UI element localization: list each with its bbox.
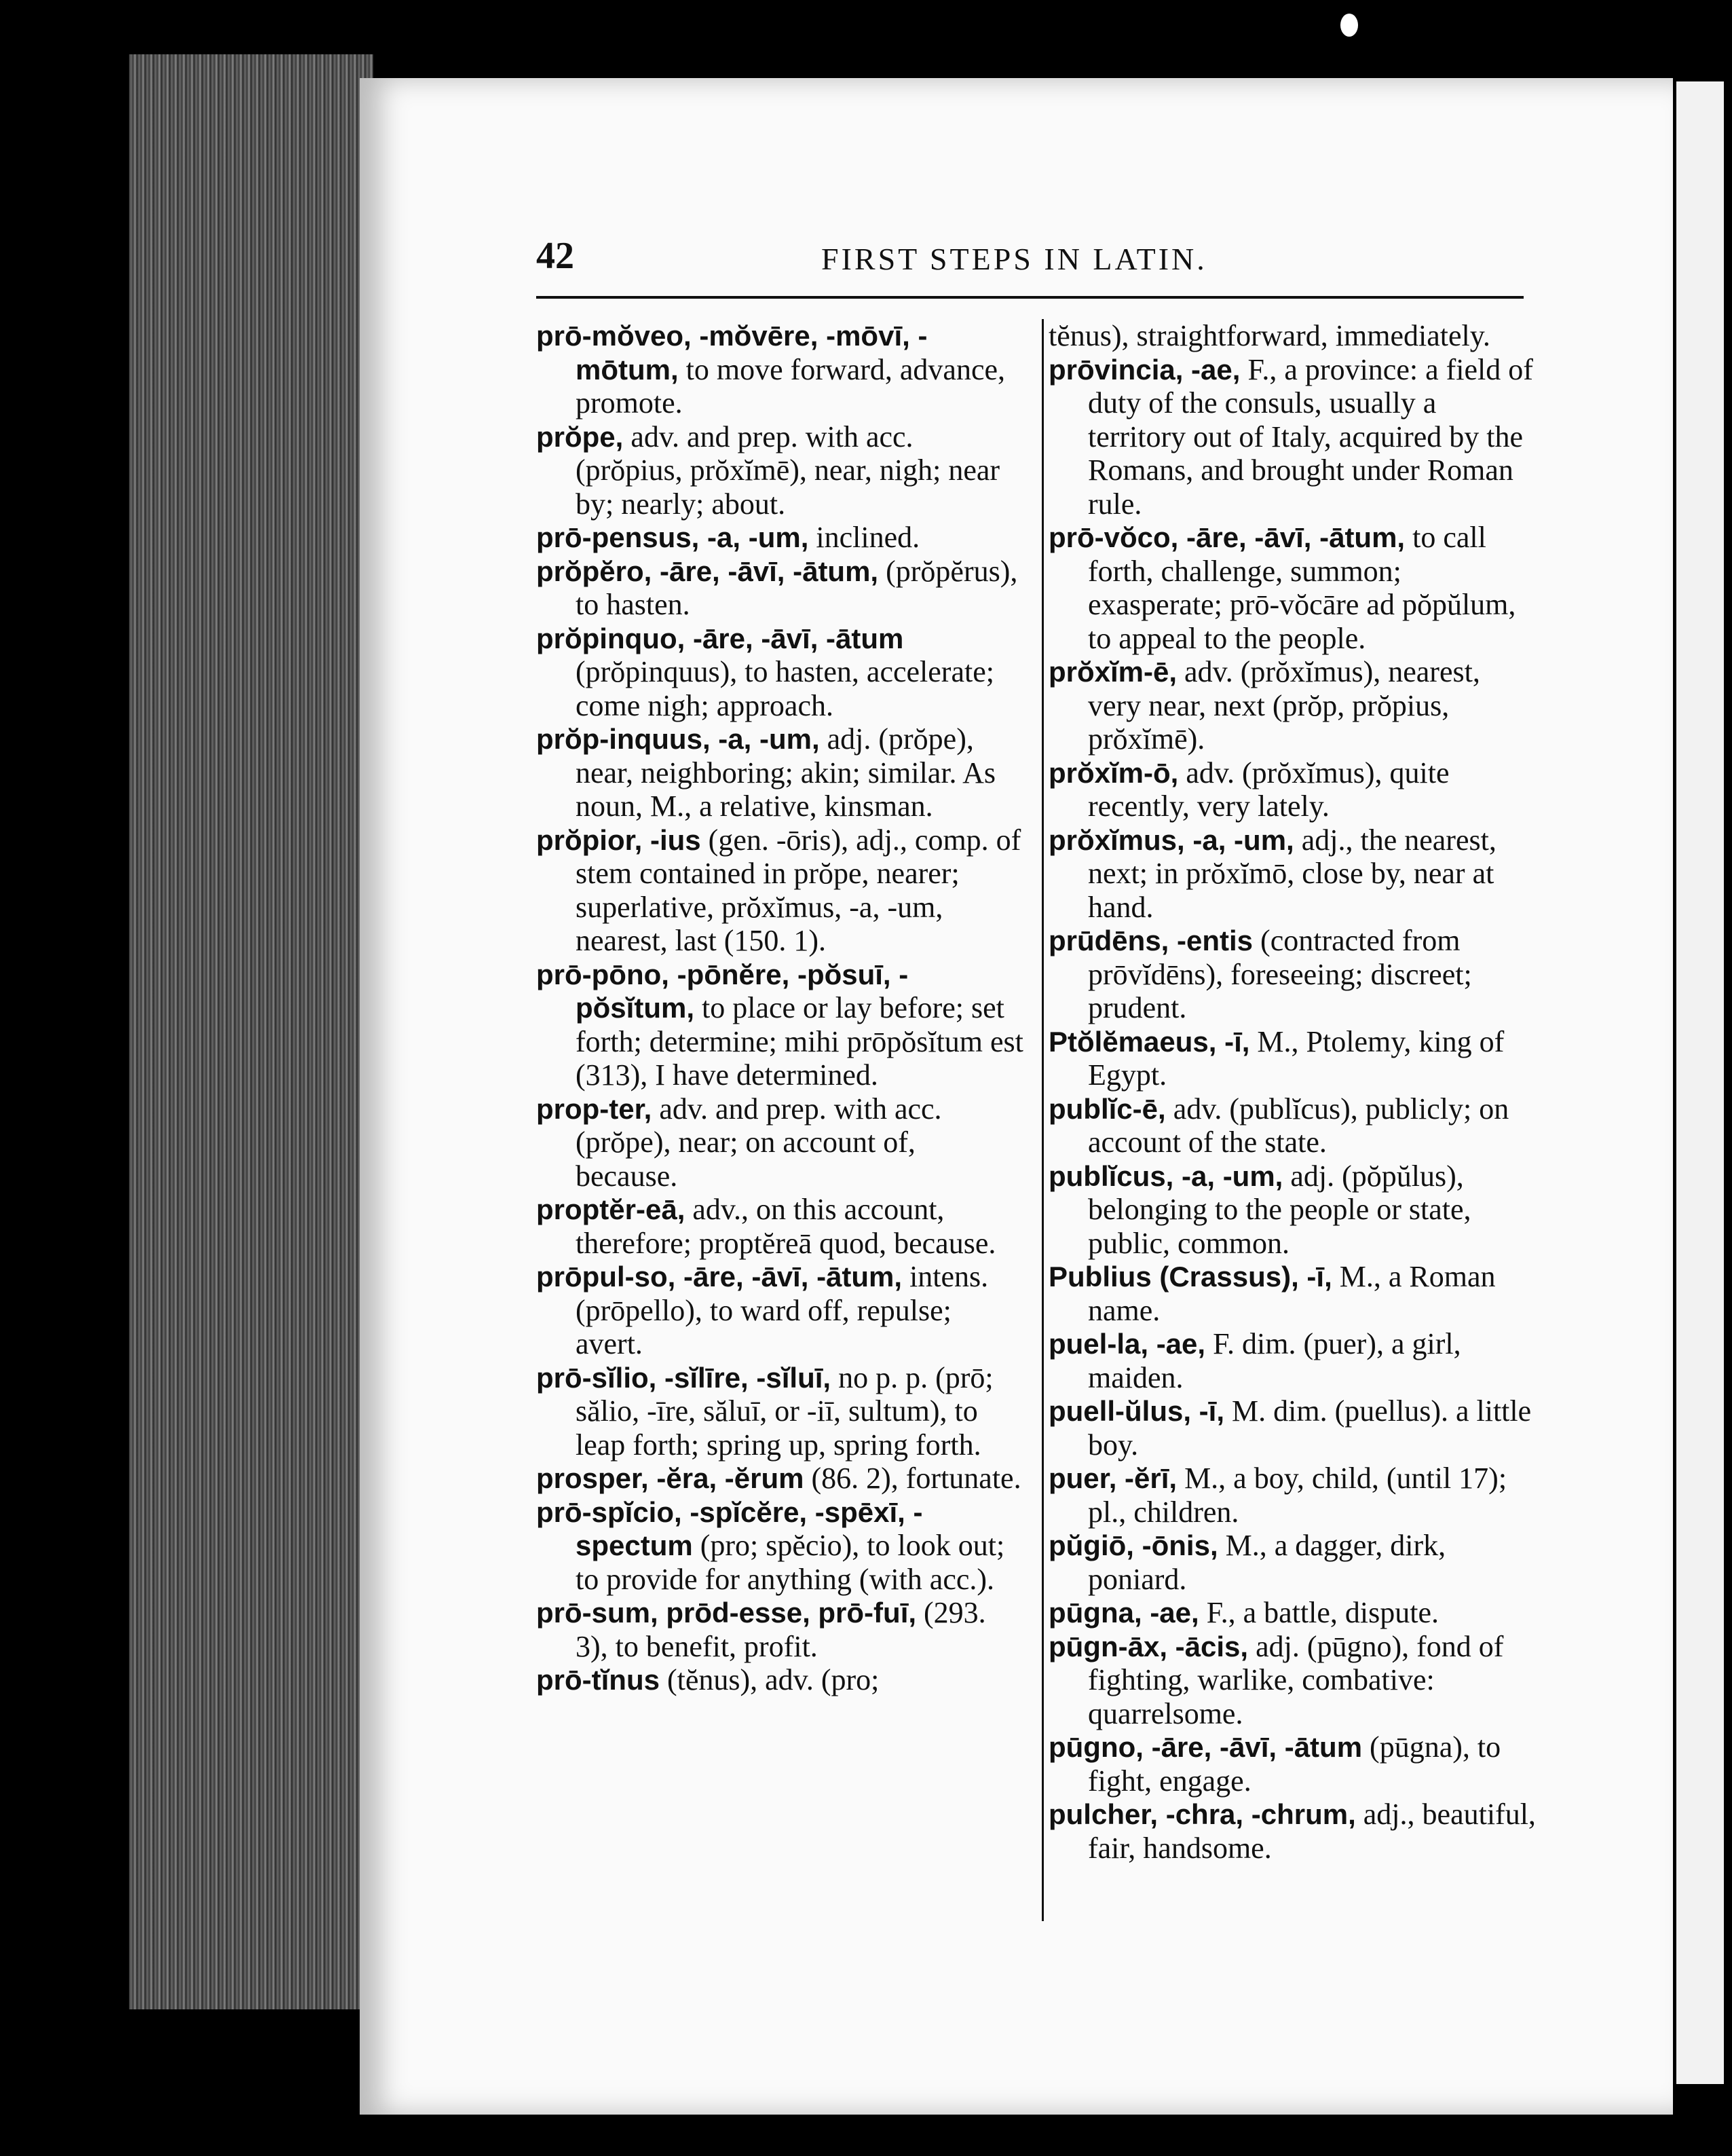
entry: prōpul-so, -āre, -āvī, -ātum, intens. (prōpello), to ward off, repulse; avert. — [536, 1260, 989, 1360]
entry: prŏxĭm-ō, adv. (prŏxĭmus), quite recently, very lately. — [1049, 756, 1450, 823]
right-column — [1049, 319, 1537, 1865]
entry: Publius (Crassus), -ī, M., a Roman name. — [1049, 1260, 1496, 1327]
entry: prō-vŏco, -āre, -āvī, -ātum, to call forth, challenge, summon; exasperate; prō-vŏcāre ad pŏpŭlum, to appeal to the people. — [1049, 521, 1516, 655]
header-rule — [536, 296, 1524, 299]
entry: prŏxĭm-ē, adv. (prŏxĭmus), nearest, very near, next (prŏp, prŏpius, prŏxĭmē). — [1049, 655, 1480, 756]
entry: Ptŏlĕmaeus, -ī, M., Ptolemy, king of Egypt. — [1049, 1024, 1505, 1092]
entry: pulcher, -chra, -chrum, adj., beautiful, fair, handsome. — [1049, 1798, 1536, 1865]
entry: proptĕr-eā, adv., on this account, therefore; proptĕreā quod, because. — [536, 1193, 996, 1260]
entry: prō-tĭnus (tĕnus), adv. (pro; — [536, 1663, 880, 1696]
page-header — [536, 234, 1486, 282]
entry: prosper, -ĕra, -ĕrum (86. 2), fortunate. — [536, 1462, 1021, 1495]
entry: prŏp-inquus, -a, -um, adj. (prŏpe), near, neighboring; akin; similar. As noun, M., a relative, kinsman. — [536, 722, 996, 823]
entry: tĕnus), straightforward, immediately. — [1049, 319, 1490, 352]
entry: prō-pōno, -pōnĕre, -pŏsuī, -pŏsĭtum, to place or lay before; set forth; determine; mihi prōpŏsĭtum est (313), I have determined. — [536, 958, 1023, 1092]
left-column — [536, 319, 1025, 1697]
entry: prō-pensus, -a, -um, inclined. — [536, 521, 920, 554]
column-divider — [1042, 319, 1044, 1921]
running-head: FIRST STEPS IN LATIN. — [821, 242, 1207, 276]
entry: pūgna, -ae, F., a battle, dispute. — [1049, 1596, 1439, 1629]
entry: prō-spĭcio, -spĭcĕre, -spēxī, -spectum (pro; spĕcio), to look out; to provide for anything (with acc.). — [536, 1495, 1005, 1596]
entry: prō-sĭlio, -sĭlīre, -sĭluī, no p. p. (prō; sălio, -īre, săluī, or -iī, sultum), to leap forth; spring up, spring forth. — [536, 1360, 994, 1462]
entry: puel-la, -ae, F. dim. (puer), a girl, maiden. — [1049, 1327, 1461, 1394]
book-page-edges — [129, 54, 373, 2009]
facing-page-edge — [1676, 81, 1724, 2084]
entry: prō-mŏveo, -mŏvēre, -mōvī, -mōtum, to move forward, advance, promote. — [536, 320, 1006, 420]
entry: prō-sum, prōd-esse, prō-fuī, (293. 3), to benefit, profit. — [536, 1596, 986, 1663]
scan-speck — [1340, 14, 1358, 37]
entry: prōvincia, -ae, F., a province: a field of duty of the consuls, usually a territory out of Italy, acquired by the Romans, and brought under Roman rule. — [1049, 352, 1533, 521]
entry: pūgn-āx, -ācis, adj. (pūgno), fond of fighting, warlike, combative: quarrelsome. — [1049, 1629, 1504, 1730]
entry: prŏpinquo, -āre, -āvī, -ātum (prŏpinquus), to hasten, accelerate; come nigh; approach. — [536, 622, 994, 722]
entry: prŏxĭmus, -a, -um, adj., the nearest, next; in prŏxĭmō, close by, near at hand. — [1049, 823, 1496, 924]
entry: prŏpior, -ius (gen. -ōris), adj., comp. of stem contained in prŏpe, nearer; superlative, prŏxĭmus, -a, -um, nearest, last (150. 1). — [536, 823, 1021, 957]
entry: pūgno, -āre, -āvī, -ātum (pūgna), to fight, engage. — [1049, 1730, 1501, 1798]
entry: prŏpe, adv. and prep. with acc. (prŏpius, prŏxĭmē), near, nigh; near by; nearly; about. — [536, 420, 1000, 521]
entry: publĭcus, -a, -um, adj. (pŏpŭlus), belonging to the people or state, public, common. — [1049, 1159, 1471, 1260]
page-number: 42 — [536, 235, 574, 277]
entry: publĭc-ē, adv. (publĭcus), publicly; on account of the state. — [1049, 1092, 1509, 1159]
entry: prŏpĕro, -āre, -āvī, -ātum, (prŏpĕrus), to hasten. — [536, 554, 1018, 621]
entry: prop-ter, adv. and prep. with acc. (prŏpe), near; on account of, because. — [536, 1092, 942, 1193]
entry: puer, -ĕrī, M., a boy, child, (until 17); pl., children. — [1049, 1462, 1507, 1529]
entry: pŭgiō, -ōnis, M., a dagger, dirk, poniard. — [1049, 1529, 1446, 1596]
entry: prūdēns, -entis (contracted from prōvĭdēns), foreseeing; discreet; prudent. — [1049, 924, 1472, 1024]
entry: puell-ŭlus, -ī, M. dim. (puellus). a little boy. — [1049, 1394, 1532, 1462]
